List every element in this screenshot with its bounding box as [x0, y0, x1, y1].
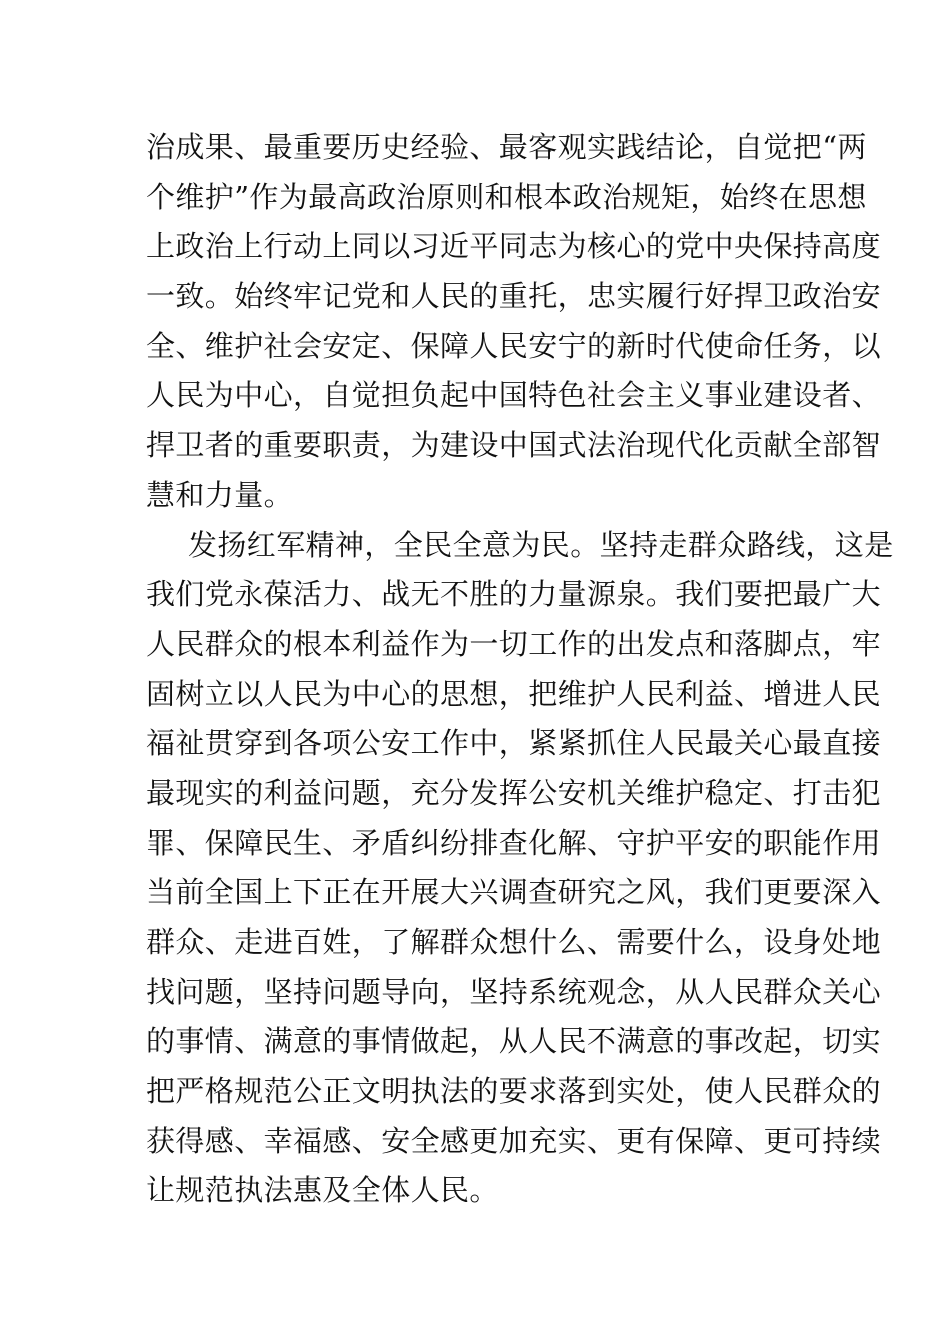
paragraph-1-line: 上政治上行动上同以习近平同志为核心的党中央保持高度 — [146, 229, 882, 264]
paragraph-2-line: 福祉贯穿到各项公安工作中，紧紧抓住人民最关心最直接 — [146, 726, 882, 761]
paragraph-2-first-line: 发扬红军精神，全民全意为民。坚持走群众路线，这是 — [188, 527, 894, 562]
paragraph-1-line: 全、维护社会安定、保障人民安宁的新时代使命任务，以 — [146, 328, 882, 363]
body-text — [146, 123, 894, 1216]
paragraph-1-line: 治成果、最重要历史经验、最客观实践结论，自觉把“两 — [146, 130, 867, 164]
paragraph-1 — [146, 123, 882, 521]
paragraph-2-line: 找问题，坚持问题导向，坚持系统观念，从人民群众关心 — [146, 974, 882, 1009]
paragraph-1-line: 个维护”作为最高政治原则和根本政治规矩，始终在思想 — [146, 179, 867, 214]
paragraph-2-line: 固树立以人民为中心的思想，把维护人民利益、增进人民 — [146, 676, 882, 711]
paragraph-2-line: 罪、保障民生、矛盾纠纷排查化解、守护平安的职能作用 — [146, 825, 882, 860]
paragraph-2 — [146, 521, 894, 1217]
paragraph-2-line: 最现实的利益问题，充分发挥公安机关维护稳定、打击犯 — [146, 775, 882, 810]
paragraph-1-line: 人民为中心，自觉担负起中国特色社会主义事业建设者、 — [146, 378, 882, 413]
paragraph-2-line: 群众、走进百姓，了解群众想什么、需要什么，设身处地 — [146, 925, 882, 959]
paragraph-1-line: 一致。始终牢记党和人民的重托，忠实履行好捍卫政治安 — [146, 279, 882, 314]
paragraph-1-line: 慧和力量。 — [146, 477, 294, 512]
paragraph-2-line: 让规范执法惠及全体人民。 — [146, 1173, 499, 1208]
paragraph-1-line: 捍卫者的重要职责，为建设中国式法治现代化贡献全部智 — [146, 428, 882, 463]
paragraph-2-line: 把严格规范公正文明执法的要求落到实处，使人民群众的 — [146, 1074, 882, 1109]
paragraph-2-line: 我们党永葆活力、战无不胜的力量源泉。我们要把最广大 — [146, 577, 882, 612]
paragraph-2-line: 的事情、满意的事情做起，从人民不满意的事改起，切实 — [146, 1024, 882, 1059]
paragraph-2-line: 人民群众的根本利益作为一切工作的出发点和落脚点，牢 — [146, 626, 882, 661]
paragraph-2-line: 获得感、幸福感、安全感更加充实、更有保障、更可持续 — [146, 1123, 882, 1158]
paragraph-2-line: 当前全国上下正在开展大兴调查研究之风，我们更要深入 — [146, 875, 882, 910]
